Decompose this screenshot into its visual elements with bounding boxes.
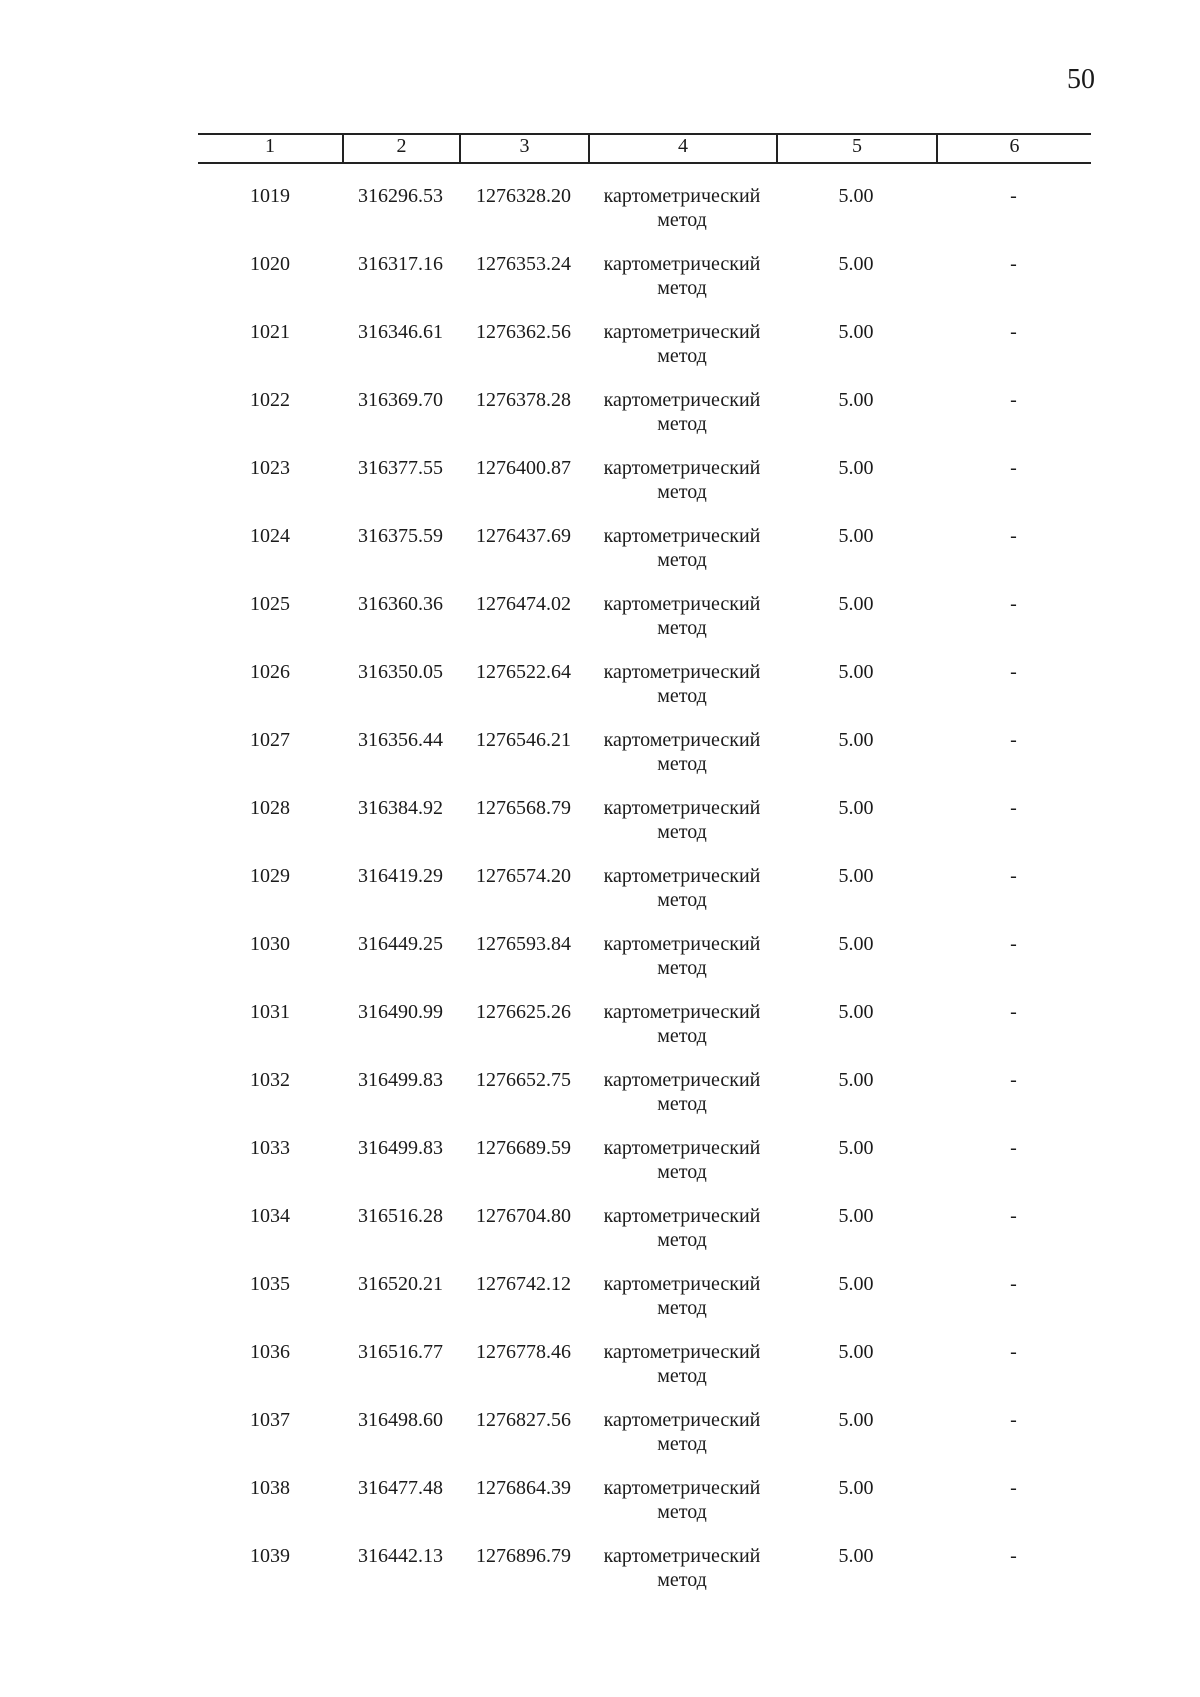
cell-coord-y: 1276378.28 bbox=[476, 389, 571, 411]
cell-coord-y: 1276437.69 bbox=[476, 525, 571, 547]
cell-method: картометрический метод bbox=[603, 933, 761, 979]
cell-point-number: 1036 bbox=[250, 1341, 290, 1363]
cell-accuracy: 5.00 bbox=[838, 253, 874, 275]
cell-method: картометрический метод bbox=[603, 593, 761, 639]
cell-coord-x: 316516.28 bbox=[358, 1205, 443, 1227]
cell-method: картометрический метод bbox=[603, 389, 761, 435]
cell-method: картометрический метод bbox=[603, 457, 761, 503]
table-row bbox=[198, 592, 1091, 660]
cell-coord-y: 1276568.79 bbox=[476, 797, 571, 819]
cell-accuracy: 5.00 bbox=[838, 457, 874, 479]
cell-coord-y: 1276864.39 bbox=[476, 1477, 571, 1499]
cell-note: - bbox=[1010, 185, 1017, 207]
table-row bbox=[198, 1068, 1091, 1136]
cell-coord-x: 316356.44 bbox=[358, 729, 443, 751]
cell-note: - bbox=[1010, 1069, 1017, 1091]
table-row bbox=[198, 524, 1091, 592]
cell-coord-x: 316384.92 bbox=[358, 797, 443, 819]
cell-coord-y: 1276652.75 bbox=[476, 1069, 571, 1091]
cell-method: картометрический метод bbox=[603, 253, 761, 299]
cell-accuracy: 5.00 bbox=[838, 729, 874, 751]
cell-note: - bbox=[1010, 1341, 1017, 1363]
table-row bbox=[198, 388, 1091, 456]
header-col-1: 1 bbox=[265, 135, 275, 157]
cell-note: - bbox=[1010, 661, 1017, 683]
cell-coord-y: 1276362.56 bbox=[476, 321, 571, 343]
cell-coord-x: 316520.21 bbox=[358, 1273, 443, 1295]
cell-note: - bbox=[1010, 865, 1017, 887]
cell-coord-y: 1276522.64 bbox=[476, 661, 571, 683]
cell-point-number: 1031 bbox=[250, 1001, 290, 1023]
cell-accuracy: 5.00 bbox=[838, 1477, 874, 1499]
table-row bbox=[198, 1000, 1091, 1068]
cell-method: картометрический метод bbox=[603, 185, 761, 231]
cell-note: - bbox=[1010, 1477, 1017, 1499]
cell-point-number: 1021 bbox=[250, 321, 290, 343]
cell-point-number: 1035 bbox=[250, 1273, 290, 1295]
cell-accuracy: 5.00 bbox=[838, 321, 874, 343]
cell-note: - bbox=[1010, 1205, 1017, 1227]
cell-method: картометрический метод bbox=[603, 1205, 761, 1251]
cell-accuracy: 5.00 bbox=[838, 865, 874, 887]
cell-point-number: 1033 bbox=[250, 1137, 290, 1159]
cell-note: - bbox=[1010, 797, 1017, 819]
cell-note: - bbox=[1010, 1273, 1017, 1295]
cell-coord-y: 1276593.84 bbox=[476, 933, 571, 955]
cell-coord-y: 1276704.80 bbox=[476, 1205, 571, 1227]
cell-coord-x: 316369.70 bbox=[358, 389, 443, 411]
cell-point-number: 1024 bbox=[250, 525, 290, 547]
cell-point-number: 1023 bbox=[250, 457, 290, 479]
cell-accuracy: 5.00 bbox=[838, 1069, 874, 1091]
cell-coord-y: 1276546.21 bbox=[476, 729, 571, 751]
cell-accuracy: 5.00 bbox=[838, 1205, 874, 1227]
cell-method: картометрический метод bbox=[603, 797, 761, 843]
cell-coord-y: 1276827.56 bbox=[476, 1409, 571, 1431]
cell-coord-y: 1276474.02 bbox=[476, 593, 571, 615]
cell-note: - bbox=[1010, 933, 1017, 955]
cell-coord-y: 1276400.87 bbox=[476, 457, 571, 479]
cell-coord-x: 316419.29 bbox=[358, 865, 443, 887]
table-row bbox=[198, 660, 1091, 728]
table-row bbox=[198, 1476, 1091, 1544]
cell-method: картометрический метод bbox=[603, 525, 761, 571]
cell-point-number: 1038 bbox=[250, 1477, 290, 1499]
cell-coord-y: 1276896.79 bbox=[476, 1545, 571, 1567]
cell-accuracy: 5.00 bbox=[838, 1137, 874, 1159]
table-row bbox=[198, 184, 1091, 252]
cell-coord-x: 316346.61 bbox=[358, 321, 443, 343]
cell-coord-x: 316499.83 bbox=[358, 1137, 443, 1159]
page-number: 50 bbox=[1067, 64, 1095, 95]
cell-note: - bbox=[1010, 1545, 1017, 1567]
cell-point-number: 1027 bbox=[250, 729, 290, 751]
cell-note: - bbox=[1010, 525, 1017, 547]
coordinates-table bbox=[198, 133, 1091, 1612]
cell-note: - bbox=[1010, 593, 1017, 615]
cell-accuracy: 5.00 bbox=[838, 1001, 874, 1023]
cell-accuracy: 5.00 bbox=[838, 389, 874, 411]
cell-accuracy: 5.00 bbox=[838, 1409, 874, 1431]
cell-coord-y: 1276689.59 bbox=[476, 1137, 571, 1159]
cell-coord-x: 316296.53 bbox=[358, 185, 443, 207]
table-row bbox=[198, 1204, 1091, 1272]
cell-coord-x: 316449.25 bbox=[358, 933, 443, 955]
cell-coord-x: 316490.99 bbox=[358, 1001, 443, 1023]
table-body bbox=[198, 184, 1091, 1612]
cell-coord-x: 316499.83 bbox=[358, 1069, 443, 1091]
cell-coord-x: 316516.77 bbox=[358, 1341, 443, 1363]
cell-coord-x: 316350.05 bbox=[358, 661, 443, 683]
cell-accuracy: 5.00 bbox=[838, 593, 874, 615]
table-row bbox=[198, 1272, 1091, 1340]
cell-point-number: 1028 bbox=[250, 797, 290, 819]
table-row bbox=[198, 728, 1091, 796]
cell-method: картометрический метод bbox=[603, 1477, 761, 1523]
table-row bbox=[198, 1408, 1091, 1476]
cell-point-number: 1019 bbox=[250, 185, 290, 207]
cell-method: картометрический метод bbox=[603, 1069, 761, 1115]
cell-accuracy: 5.00 bbox=[838, 797, 874, 819]
header-col-2: 2 bbox=[342, 135, 459, 162]
table-row bbox=[198, 796, 1091, 864]
cell-note: - bbox=[1010, 1409, 1017, 1431]
cell-point-number: 1034 bbox=[250, 1205, 290, 1227]
cell-coord-y: 1276353.24 bbox=[476, 253, 571, 275]
cell-accuracy: 5.00 bbox=[838, 933, 874, 955]
cell-accuracy: 5.00 bbox=[838, 1341, 874, 1363]
header-col-6: 6 bbox=[936, 135, 1091, 162]
cell-accuracy: 5.00 bbox=[838, 661, 874, 683]
cell-note: - bbox=[1010, 457, 1017, 479]
cell-coord-x: 316377.55 bbox=[358, 457, 443, 479]
cell-method: картометрический метод bbox=[603, 1001, 761, 1047]
cell-point-number: 1022 bbox=[250, 389, 290, 411]
table-row bbox=[198, 252, 1091, 320]
cell-method: картометрический метод bbox=[603, 1273, 761, 1319]
cell-note: - bbox=[1010, 1137, 1017, 1159]
cell-coord-y: 1276574.20 bbox=[476, 865, 571, 887]
table-row bbox=[198, 320, 1091, 388]
table-row bbox=[198, 456, 1091, 524]
cell-method: картометрический метод bbox=[603, 1137, 761, 1183]
cell-point-number: 1025 bbox=[250, 593, 290, 615]
cell-coord-x: 316498.60 bbox=[358, 1409, 443, 1431]
cell-point-number: 1030 bbox=[250, 933, 290, 955]
cell-note: - bbox=[1010, 389, 1017, 411]
cell-method: картометрический метод bbox=[603, 865, 761, 911]
cell-point-number: 1020 bbox=[250, 253, 290, 275]
cell-method: картометрический метод bbox=[603, 321, 761, 367]
cell-accuracy: 5.00 bbox=[838, 525, 874, 547]
cell-point-number: 1029 bbox=[250, 865, 290, 887]
cell-method: картометрический метод bbox=[603, 1341, 761, 1387]
cell-coord-x: 316360.36 bbox=[358, 593, 443, 615]
cell-coord-y: 1276742.12 bbox=[476, 1273, 571, 1295]
cell-note: - bbox=[1010, 1001, 1017, 1023]
cell-point-number: 1037 bbox=[250, 1409, 290, 1431]
header-col-5: 5 bbox=[776, 135, 936, 162]
cell-accuracy: 5.00 bbox=[838, 1545, 874, 1567]
header-col-4: 4 bbox=[588, 135, 776, 162]
cell-note: - bbox=[1010, 321, 1017, 343]
cell-note: - bbox=[1010, 729, 1017, 751]
header-col-3: 3 bbox=[459, 135, 588, 162]
cell-note: - bbox=[1010, 253, 1017, 275]
table-row bbox=[198, 1544, 1091, 1612]
table-header bbox=[198, 133, 1091, 164]
cell-point-number: 1026 bbox=[250, 661, 290, 683]
cell-method: картометрический метод bbox=[603, 729, 761, 775]
cell-coord-y: 1276625.26 bbox=[476, 1001, 571, 1023]
table-row bbox=[198, 864, 1091, 932]
table-row bbox=[198, 932, 1091, 1000]
cell-point-number: 1032 bbox=[250, 1069, 290, 1091]
cell-coord-x: 316477.48 bbox=[358, 1477, 443, 1499]
cell-coord-x: 316442.13 bbox=[358, 1545, 443, 1567]
cell-method: картометрический метод bbox=[603, 1545, 761, 1591]
cell-accuracy: 5.00 bbox=[838, 185, 874, 207]
cell-accuracy: 5.00 bbox=[838, 1273, 874, 1295]
cell-method: картометрический метод bbox=[603, 1409, 761, 1455]
cell-method: картометрический метод bbox=[603, 661, 761, 707]
cell-coord-x: 316317.16 bbox=[358, 253, 443, 275]
cell-coord-x: 316375.59 bbox=[358, 525, 443, 547]
cell-point-number: 1039 bbox=[250, 1545, 290, 1567]
cell-coord-y: 1276778.46 bbox=[476, 1341, 571, 1363]
cell-coord-y: 1276328.20 bbox=[476, 185, 571, 207]
table-row bbox=[198, 1340, 1091, 1408]
table-row bbox=[198, 1136, 1091, 1204]
